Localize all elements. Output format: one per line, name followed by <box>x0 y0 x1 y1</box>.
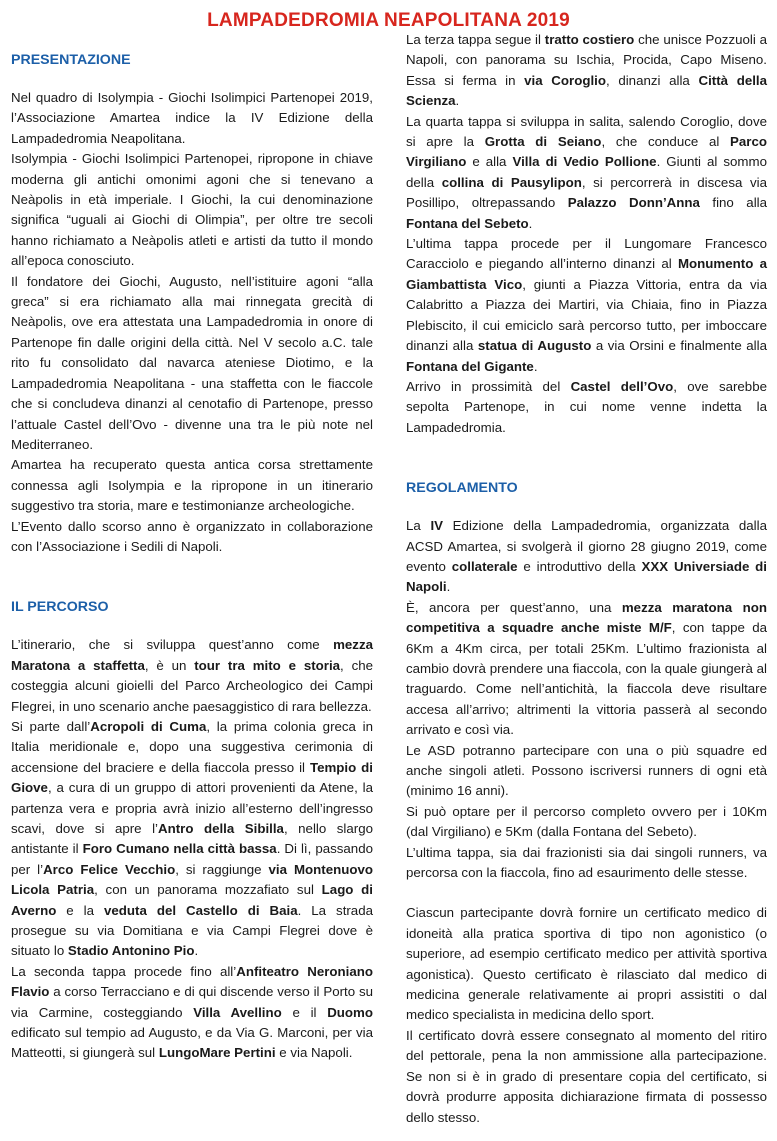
text-run: , con un panorama mozzafiato sul <box>94 882 322 898</box>
percorso-body-continued <box>406 30 767 438</box>
regolamento-body <box>406 516 767 883</box>
bold-text: Grotta di Seiano <box>484 134 602 150</box>
bold-text: Tempio di Giove <box>11 759 373 796</box>
text-run: La <box>406 518 431 534</box>
text-run: . <box>455 93 460 109</box>
text-run: , è un <box>144 657 195 673</box>
text-run: Isolympia - Giochi Isolimpici Partenopei, ripropone in chiave moderna gli antichi omonimi agoni che si tenevano a Neàpolis in età imperiale. I Giochi, la cui denominazione significa “uguali ai Giochi di Olimpia”, per oltre tre secoli hanno richiamato a Neàpolis atleti e artisti da tutto il mondo all’epoca conosciuto. <box>11 151 373 269</box>
bold-text: statua di Augusto <box>477 338 592 354</box>
text-run: Arrivo in prossimità del <box>406 378 571 394</box>
text-run: Le ASD potranno partecipare con una o più squadre ed anche singoli atleti. Possono iscriversi runners di ogni età (minimo 16 anni). <box>406 742 767 799</box>
paragraph <box>406 516 767 598</box>
text-run: Amartea ha recuperato questa antica corsa strettamente connessa agli Isolympia e la ripropone in un itinerario suggestivo tra storia, mare e testimonianze archeologiche. <box>11 457 373 514</box>
text-run: L’ultima tappa, sia dai frazionisti sia dai singoli runners, va percorsa con la fiaccola, fino ad esaurimento delle stesse. <box>406 844 767 881</box>
bold-text: LungoMare Pertini <box>158 1045 276 1061</box>
text-run: , a cura di un gruppo di attori provenienti da Atene, la partenza vera e propria avrà inizio all’esterno dell’ingresso scavi, dove si apre l’ <box>11 780 373 836</box>
text-run: Il certificato dovrà essere consegnato al momento del ritiro del pettorale, pena la non ammissione alla partecipazione. Se non si è in grado di presentare copia del certificato, si dovrà produrre apposita dichiarazione firmata di possesso dello stesso. <box>406 1027 767 1125</box>
right-column <box>406 30 767 1128</box>
regolamento-body-certificato <box>406 903 767 1127</box>
bold-text: via Montenuovo Licola Patria <box>11 861 373 898</box>
text-run: Nel quadro di Isolympia - Giochi Isolimpici Partenopei 2019, l’Associazione Amartea indice la IV Edizione della Lampadedromia Neapolitana. <box>11 90 373 146</box>
text-run: e alla <box>466 154 513 170</box>
text-run: La terza tappa segue il <box>406 32 545 47</box>
paragraph <box>11 149 373 271</box>
text-run: . Giunti al sommo della <box>406 154 767 190</box>
text-run: L’ultima tappa procede per il Lungomare Francesco Caracciolo e piegando all’interno dinanzi al <box>406 236 767 272</box>
bold-text: Monumento a Giambattista Vico <box>406 256 767 292</box>
text-run: , ove sarebbe sepolta Partenope, in cui nome venne indetta la Lampadedromia. <box>406 378 767 435</box>
paragraph <box>11 455 373 516</box>
text-run: , con tappe da 6Km a 4Km circa, per totali 25Km. L’ultimo frazionista al cambio dovrà prendere una fiaccola, con la quale giungerà al traguardo. Come nell’antichità, la fiaccola deve risultare accesa all’arrivo; altrimenti la vittoria passerà al secondo arrivato e così via. <box>406 620 768 738</box>
paragraph <box>11 717 373 962</box>
paragraph <box>406 1026 767 1128</box>
left-column <box>11 50 373 1064</box>
bold-text: Palazzo Donn’Anna <box>567 195 700 211</box>
text-run: È, ancora per quest’anno, una <box>406 599 622 615</box>
bold-text: Villa Avellino <box>193 1004 282 1020</box>
bold-text: collina di Pausylipon <box>441 174 582 190</box>
text-run: Edizione della Lampadedromia, organizzata dalla ACSD Amartea, si svolgerà il giorno 28 giugno 2019, come evento <box>406 518 767 574</box>
bold-text: Stadio Antonino Pio <box>67 943 195 959</box>
text-run: L’Evento dallo scorso anno è organizzato in collaborazione con l’Associazione i Sedili di Napoli. <box>11 518 373 554</box>
bold-text: Lago di Averno <box>11 882 373 918</box>
paragraph <box>11 635 373 717</box>
bold-text: Fontana del Gigante <box>406 358 534 374</box>
bold-text: Fontana del Sebeto <box>406 215 529 231</box>
text-run: . <box>528 215 533 231</box>
paragraph <box>406 741 767 802</box>
paragraph <box>406 112 767 234</box>
text-run: , si raggiunge <box>175 861 269 877</box>
text-run: che unisce Pozzuoli a Napoli, con panorama su Ischia, Procida, Capo Miseno. Essa si ferma in <box>406 32 768 88</box>
paragraph <box>11 88 373 149</box>
paragraph <box>406 30 767 112</box>
text-run: , dinanzi alla <box>605 72 699 88</box>
section-heading-presentazione: PRESENTAZIONE <box>11 52 131 68</box>
bold-text: XXX Universiade di Napoli <box>406 558 768 595</box>
bold-text: collaterale <box>451 558 518 574</box>
text-run: Il fondatore dei Giochi, Augusto, nell’istituire agoni “alla greca” si era richiamato alla mai rinnegata grecità di Neàpolis, ove era attestata una Lampadedromia in onore di Partenope fin dalle origini della città. Nel V secolo a.C. tale rito fu consolidato dal navarca ateniese Diotimo, e la Lampadedromia Neapolitana - una staffetta con le fiaccole che si concludeva dinanzi al cenotafio di Partenope, presso l’attuale Castel dell’Ovo - divenne una tra le più note nel Mediterraneo. <box>11 273 373 452</box>
text-run: . <box>446 579 451 595</box>
text-run: . <box>194 943 199 959</box>
text-run: fino alla <box>699 195 767 211</box>
bold-text: Parco Virgiliano <box>406 134 767 170</box>
bold-text: Duomo <box>327 1004 373 1020</box>
paragraph <box>406 903 767 1025</box>
text-run: e la <box>56 902 104 918</box>
text-run: . La strada prosegue su via Domitiana e via Campi Flegrei dove è situato lo <box>11 902 373 959</box>
bold-text: Antro della Sibilla <box>158 821 284 836</box>
text-run: L’itinerario, che si sviluppa quest’anno come <box>11 637 334 653</box>
bold-text: Castel dell’Ovo <box>570 378 674 394</box>
paragraph <box>406 377 767 438</box>
text-run: a corso Terracciano e di qui discende verso il Porto su via Carmine, costeggiando <box>11 984 373 1020</box>
paragraph <box>406 234 767 377</box>
bold-text: tour tra mito e storia <box>194 657 341 673</box>
bold-text: via Coroglio <box>524 72 606 88</box>
paragraph <box>406 598 767 741</box>
text-run: , si percorrerà in discesa via Posillipo, oltrepassando <box>406 174 767 211</box>
bold-text: Anfiteatro Neroniano Flavio <box>11 963 373 1000</box>
text-run: , che costeggia alcuni gioielli del Parco Archeologico dei Campi Flegrei, in uno scenario anche paesaggistico di rara bellezza. <box>11 657 374 714</box>
paragraph <box>406 802 767 843</box>
bold-text: mezza Maratona a staffetta <box>11 637 373 673</box>
section-heading-regolamento: REGOLAMENTO <box>406 480 518 497</box>
text-run: e il <box>281 1004 328 1020</box>
text-run: , la prima colonia greca in Italia meridionale e, dopo una suggestiva cerimonia di accensione del braciere e della fiaccola presso il <box>11 718 374 775</box>
text-run: Si può optare per il percorso completo ovvero per i 10Km (dal Virgiliano) e 5Km (dalla Fontana del Sebeto). <box>406 803 767 840</box>
paragraph <box>406 843 767 884</box>
text-run: e introduttivo della <box>517 558 642 574</box>
text-run: . Di lì, passando per l’ <box>11 841 373 877</box>
text-run: e via Napoli. <box>275 1045 353 1061</box>
bold-text: Villa di Vedio Pollione <box>512 154 657 170</box>
bold-text: Arco Felice Vecchio <box>43 861 176 877</box>
text-run: edificato sul tempio ad Augusto, e da Via G. Marconi, per via Matteotti, si giungerà sul <box>11 1025 373 1061</box>
text-run: a via Orsini e finalmente alla <box>591 338 767 354</box>
bold-text: tratto costiero <box>544 32 635 47</box>
bold-text: Acropoli di Cuma <box>90 718 207 734</box>
text-run: . <box>533 358 538 374</box>
section-heading-percorso: IL PERCORSO <box>11 599 109 616</box>
bold-text: Foro Cumano nella città bassa <box>82 841 277 857</box>
bold-text: Città della Scienza <box>406 72 767 109</box>
percorso-body <box>11 635 373 1064</box>
paragraph <box>11 962 373 1064</box>
text-run: Si parte dall’ <box>11 718 91 734</box>
text-run: , che conduce al <box>601 134 731 150</box>
bold-text: veduta del Castello di Baia <box>104 902 298 918</box>
page-title: LAMPADEDROMIA NEAPOLITANA 2019 <box>207 10 570 31</box>
text-run: Ciascun partecipante dovrà fornire un certificato medico di idoneità alla pratica sportiva di tipo non agonistico (o superiore, ad esempio certificato medico per attività sportiva agonistica). Questo certificato è rilasciato dal medico di medicina generale relativamente ai propri assistiti o dal medico specialista in medicina dello sport. <box>406 905 767 1023</box>
presentazione-body <box>11 88 373 557</box>
text-run: La quarta tappa si sviluppa in salita, salendo Coroglio, dove si apre la <box>406 113 767 150</box>
bold-text: IV <box>430 518 444 534</box>
paragraph <box>11 272 373 456</box>
text-run: , giunti a Piazza Vittoria, entra da via Calabritto a Piazza dei Martiri, via Chiaia, fino in Piazza Plebiscito, il cui emiciclo sarà percorso tutto, per imboccare dinanzi alla <box>406 276 767 354</box>
text-run: , nello slargo antistante il <box>11 821 373 857</box>
paragraph <box>11 517 373 558</box>
bold-text: mezza maratona non competitiva a squadre anche miste M/F <box>406 599 767 636</box>
text-run: La seconda tappa procede fino all’ <box>11 963 237 979</box>
